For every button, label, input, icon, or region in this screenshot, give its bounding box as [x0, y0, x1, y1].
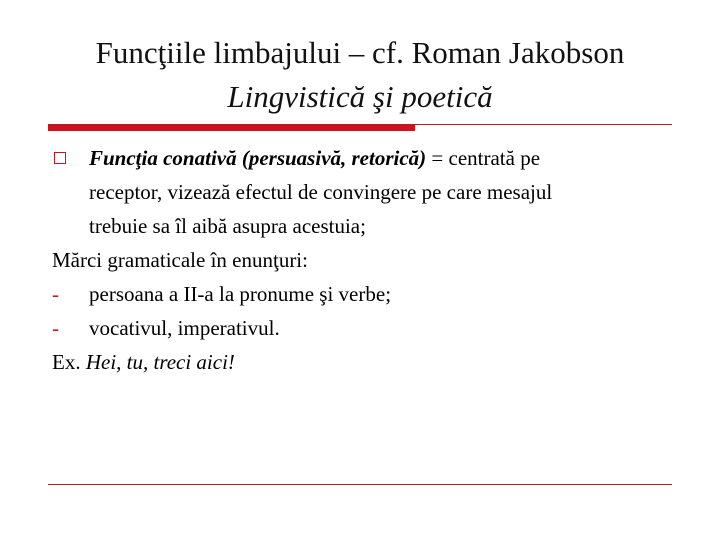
bullet-heading: Funcţia conativă (persuasivă, retorică) [89, 146, 427, 170]
dash-marker: - [52, 316, 59, 340]
example-text: Hei, tu, treci aici! [85, 350, 235, 374]
bullet-line-1 [52, 141, 672, 175]
markers-heading: Mărci gramaticale în enunţuri: [52, 248, 308, 272]
slide-title: Funcţiile limbajului – cf. Roman Jakobson [95, 35, 625, 70]
dash-item-text: vocativul, imperativul. [89, 316, 280, 340]
slide-subtitle: Lingvistică şi poetică [227, 79, 493, 114]
example-prefix: Ex. [52, 350, 86, 374]
square-bullet-icon [54, 152, 66, 164]
dash-item-text: persoana a II-a la pronume şi verbe; [89, 282, 392, 306]
dash-item [52, 311, 672, 345]
slide-body [52, 141, 672, 379]
divider-thick-bar [48, 125, 415, 131]
bullet-line-3: trebuie sa îl aibă asupra acestuia; [89, 214, 366, 238]
example-line [52, 345, 672, 379]
bottom-divider [48, 484, 672, 485]
title-divider [48, 121, 672, 131]
bullet-line-2: receptor, vizează efectul de convingere pe care mesajul [89, 180, 553, 204]
dash-item [52, 277, 672, 311]
dash-marker: - [52, 282, 59, 306]
bullet-heading-continuation: = centrată pe [426, 146, 541, 170]
